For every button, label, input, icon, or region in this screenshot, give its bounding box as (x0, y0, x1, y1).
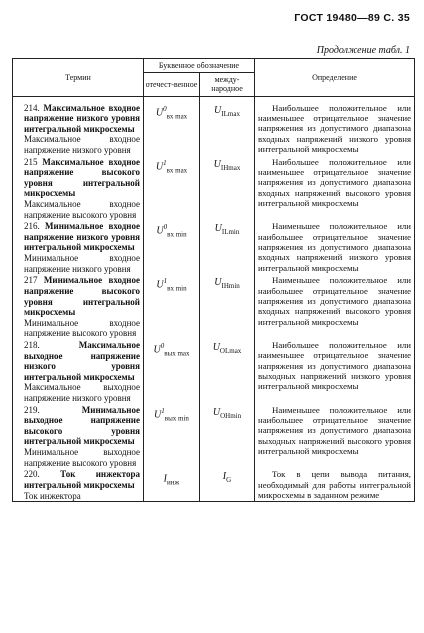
term-cell (13, 156, 144, 221)
table-row (13, 468, 415, 501)
term-alternative: Максимальное входное напряжение низкого уровня (24, 134, 140, 155)
domestic-symbol (144, 220, 200, 274)
term-bold: Ток инжектора интегральной микросхемы (24, 469, 140, 490)
definition-text: Наименьшее положительное или наибольшее отрицательное значение напряжения из допустимого диапазона входных напряжений высокого уровня интегральной микросхемы (258, 275, 412, 327)
term-alternative: Минимальное выходное напряжение высокого уровня (24, 447, 140, 468)
term-alternative: Минимальное входное напряжение низкого уровня (24, 253, 140, 274)
term-alternative: Максимальное выходное напряжение низкого уровня (24, 382, 140, 404)
term-cell (13, 220, 144, 274)
international-symbol (200, 404, 255, 469)
domestic-symbol-sup: 0 (163, 223, 168, 232)
domestic-symbol (144, 156, 200, 221)
term-alternative: Ток инжектора (24, 490, 81, 501)
international-column-header: между-народное (200, 73, 255, 96)
definition-cell (255, 404, 415, 469)
domestic-symbol-sup: 0 (163, 104, 167, 113)
term-bold: Минимальное входное напряжение высокого уровня интегральной микросхемы (24, 275, 140, 318)
definition-cell (255, 339, 415, 404)
term-cell (13, 274, 144, 339)
domestic-symbol-sub: вх max (166, 165, 188, 174)
domestic-symbol-base: U (154, 408, 162, 420)
international-symbol-sub: ILmin (221, 228, 240, 237)
domestic-symbol-base: U (156, 225, 164, 237)
term-alternative: Минимальное входное напряжение высокого уровня (24, 317, 140, 339)
domestic-symbol-base: U (153, 344, 161, 356)
term-number: 215 (24, 156, 38, 167)
international-symbol-base: U (213, 158, 221, 170)
international-symbol (200, 468, 255, 501)
definition-text: Ток в цепи вывода питания, необходимый для работы интегральной микросхемы в заданном режиме (258, 469, 412, 501)
term-alternative: Максимальное входное напряжение высокого уровня (24, 199, 140, 220)
table-row (13, 96, 415, 156)
domestic-symbol-sub: инж (167, 478, 180, 487)
table-row (13, 339, 415, 404)
international-symbol-base: U (212, 341, 220, 353)
international-symbol-sub: IHmax (220, 163, 241, 172)
page-header: ГОСТ 19480—89 С. 35 (294, 12, 410, 24)
table-row (13, 274, 415, 339)
international-symbol-sub: G (226, 476, 232, 485)
domestic-symbol (144, 274, 200, 339)
domestic-column-header: отечест-венное (144, 73, 200, 96)
domestic-symbol (144, 339, 200, 404)
table-row (13, 220, 415, 274)
term-bold: Минимальное входное напряжение низкого уровня интегральной микросхемы (24, 221, 140, 253)
international-symbol (200, 96, 255, 156)
international-symbol-sub: IHmin (221, 282, 240, 291)
domestic-symbol-base: U (155, 106, 164, 118)
term-number: 217 (24, 275, 38, 286)
term-cell (13, 339, 144, 404)
table-row (13, 404, 415, 469)
domestic-symbol-base: U (155, 160, 164, 172)
domestic-symbol-sup: 1 (163, 277, 168, 286)
definition-text: Наименьшее положительное или наибольшее отрицательное значение напряжения из допустимого диапазона входных напряжений низкого уровня интегральной микросхемы (258, 221, 412, 273)
domestic-symbol-sub: вх max (166, 111, 188, 120)
definition-cell (255, 96, 415, 156)
term-bold: Максимальное входное напряжение низкого уровня интегральной микросхемы (24, 102, 141, 134)
term-bold: Максимальное входное напряжение высокого уровня интегральной микросхемы (24, 156, 141, 199)
domestic-symbol (144, 96, 200, 156)
term-column-header: Термин (13, 59, 144, 97)
terms-table (12, 58, 415, 502)
international-symbol-base: U (214, 223, 222, 235)
term-bold: Минимальное выходное напряжение высокого уровня интегральной микросхемы (24, 404, 140, 447)
term-cell (13, 96, 144, 156)
domestic-symbol-base: U (156, 279, 164, 291)
domestic-symbol (144, 468, 200, 501)
table-row (13, 156, 415, 221)
term-number: 218. (24, 339, 40, 350)
term-number: 219. (24, 404, 40, 415)
domestic-symbol-base: I (163, 473, 167, 485)
domestic-symbol (144, 404, 200, 469)
definition-text: Наибольшее положительное или наименьшее отрицательное значение напряжения из допустимого диапазона входных напряжений низкого уровня интегральной микросхемы (258, 102, 412, 155)
international-symbol-base: U (212, 406, 221, 418)
domestic-symbol-sup: 1 (163, 158, 167, 167)
domestic-symbol-sup: 1 (161, 406, 165, 415)
domestic-symbol-sub: вых min (164, 413, 189, 422)
definition-cell (255, 156, 415, 221)
definition-text: Наибольшее положительное или наименьшее отрицательное значение напряжения из допустимого диапазона выходных напряжений низкого уровня интегральной микросхемы (258, 339, 412, 392)
domestic-symbol-sub: вых max (164, 349, 190, 358)
term-number: 220. (24, 469, 40, 480)
international-symbol-sub: OLmax (219, 346, 242, 355)
term-bold: Максимальное выходное напряжение низкого уровня интегральной микросхемы (24, 339, 140, 382)
international-symbol (200, 274, 255, 339)
domestic-symbol-sub: вх min (167, 284, 187, 293)
domestic-symbol-sup: 0 (160, 341, 165, 350)
international-symbol-base: U (214, 277, 222, 289)
international-symbol (200, 339, 255, 404)
definition-cell (255, 220, 415, 274)
international-symbol-sub: OHmin (220, 411, 242, 420)
term-cell (13, 404, 144, 469)
definition-cell (255, 274, 415, 339)
term-number: 216. (24, 221, 40, 232)
international-symbol-base: U (214, 104, 222, 116)
definition-column-header: Определение (255, 59, 415, 97)
international-symbol (200, 220, 255, 274)
international-symbol-sub: ILmax (221, 109, 240, 118)
table-continuation-label: Продолжение табл. 1 (316, 45, 410, 56)
domestic-symbol-sub: вх min (167, 230, 187, 239)
term-cell (13, 468, 144, 501)
international-symbol-base: I (222, 471, 227, 483)
definition-cell (255, 468, 415, 501)
term-number: 214. (24, 102, 40, 113)
letter-designation-header: Буквенное обозначение (144, 59, 255, 73)
definition-text: Наибольшее положительное или наименьшее отрицательное значение напряжения из допустимого диапазона входных напряжений высокого уровня интегральной микросхемы (258, 156, 412, 209)
definition-text: Наименьшее положительное или наибольшее отрицательное значение напряжения из допустимого диапазона выходных напряжений высокого уровня интегральной микросхемы (258, 404, 412, 457)
international-symbol (200, 156, 255, 221)
